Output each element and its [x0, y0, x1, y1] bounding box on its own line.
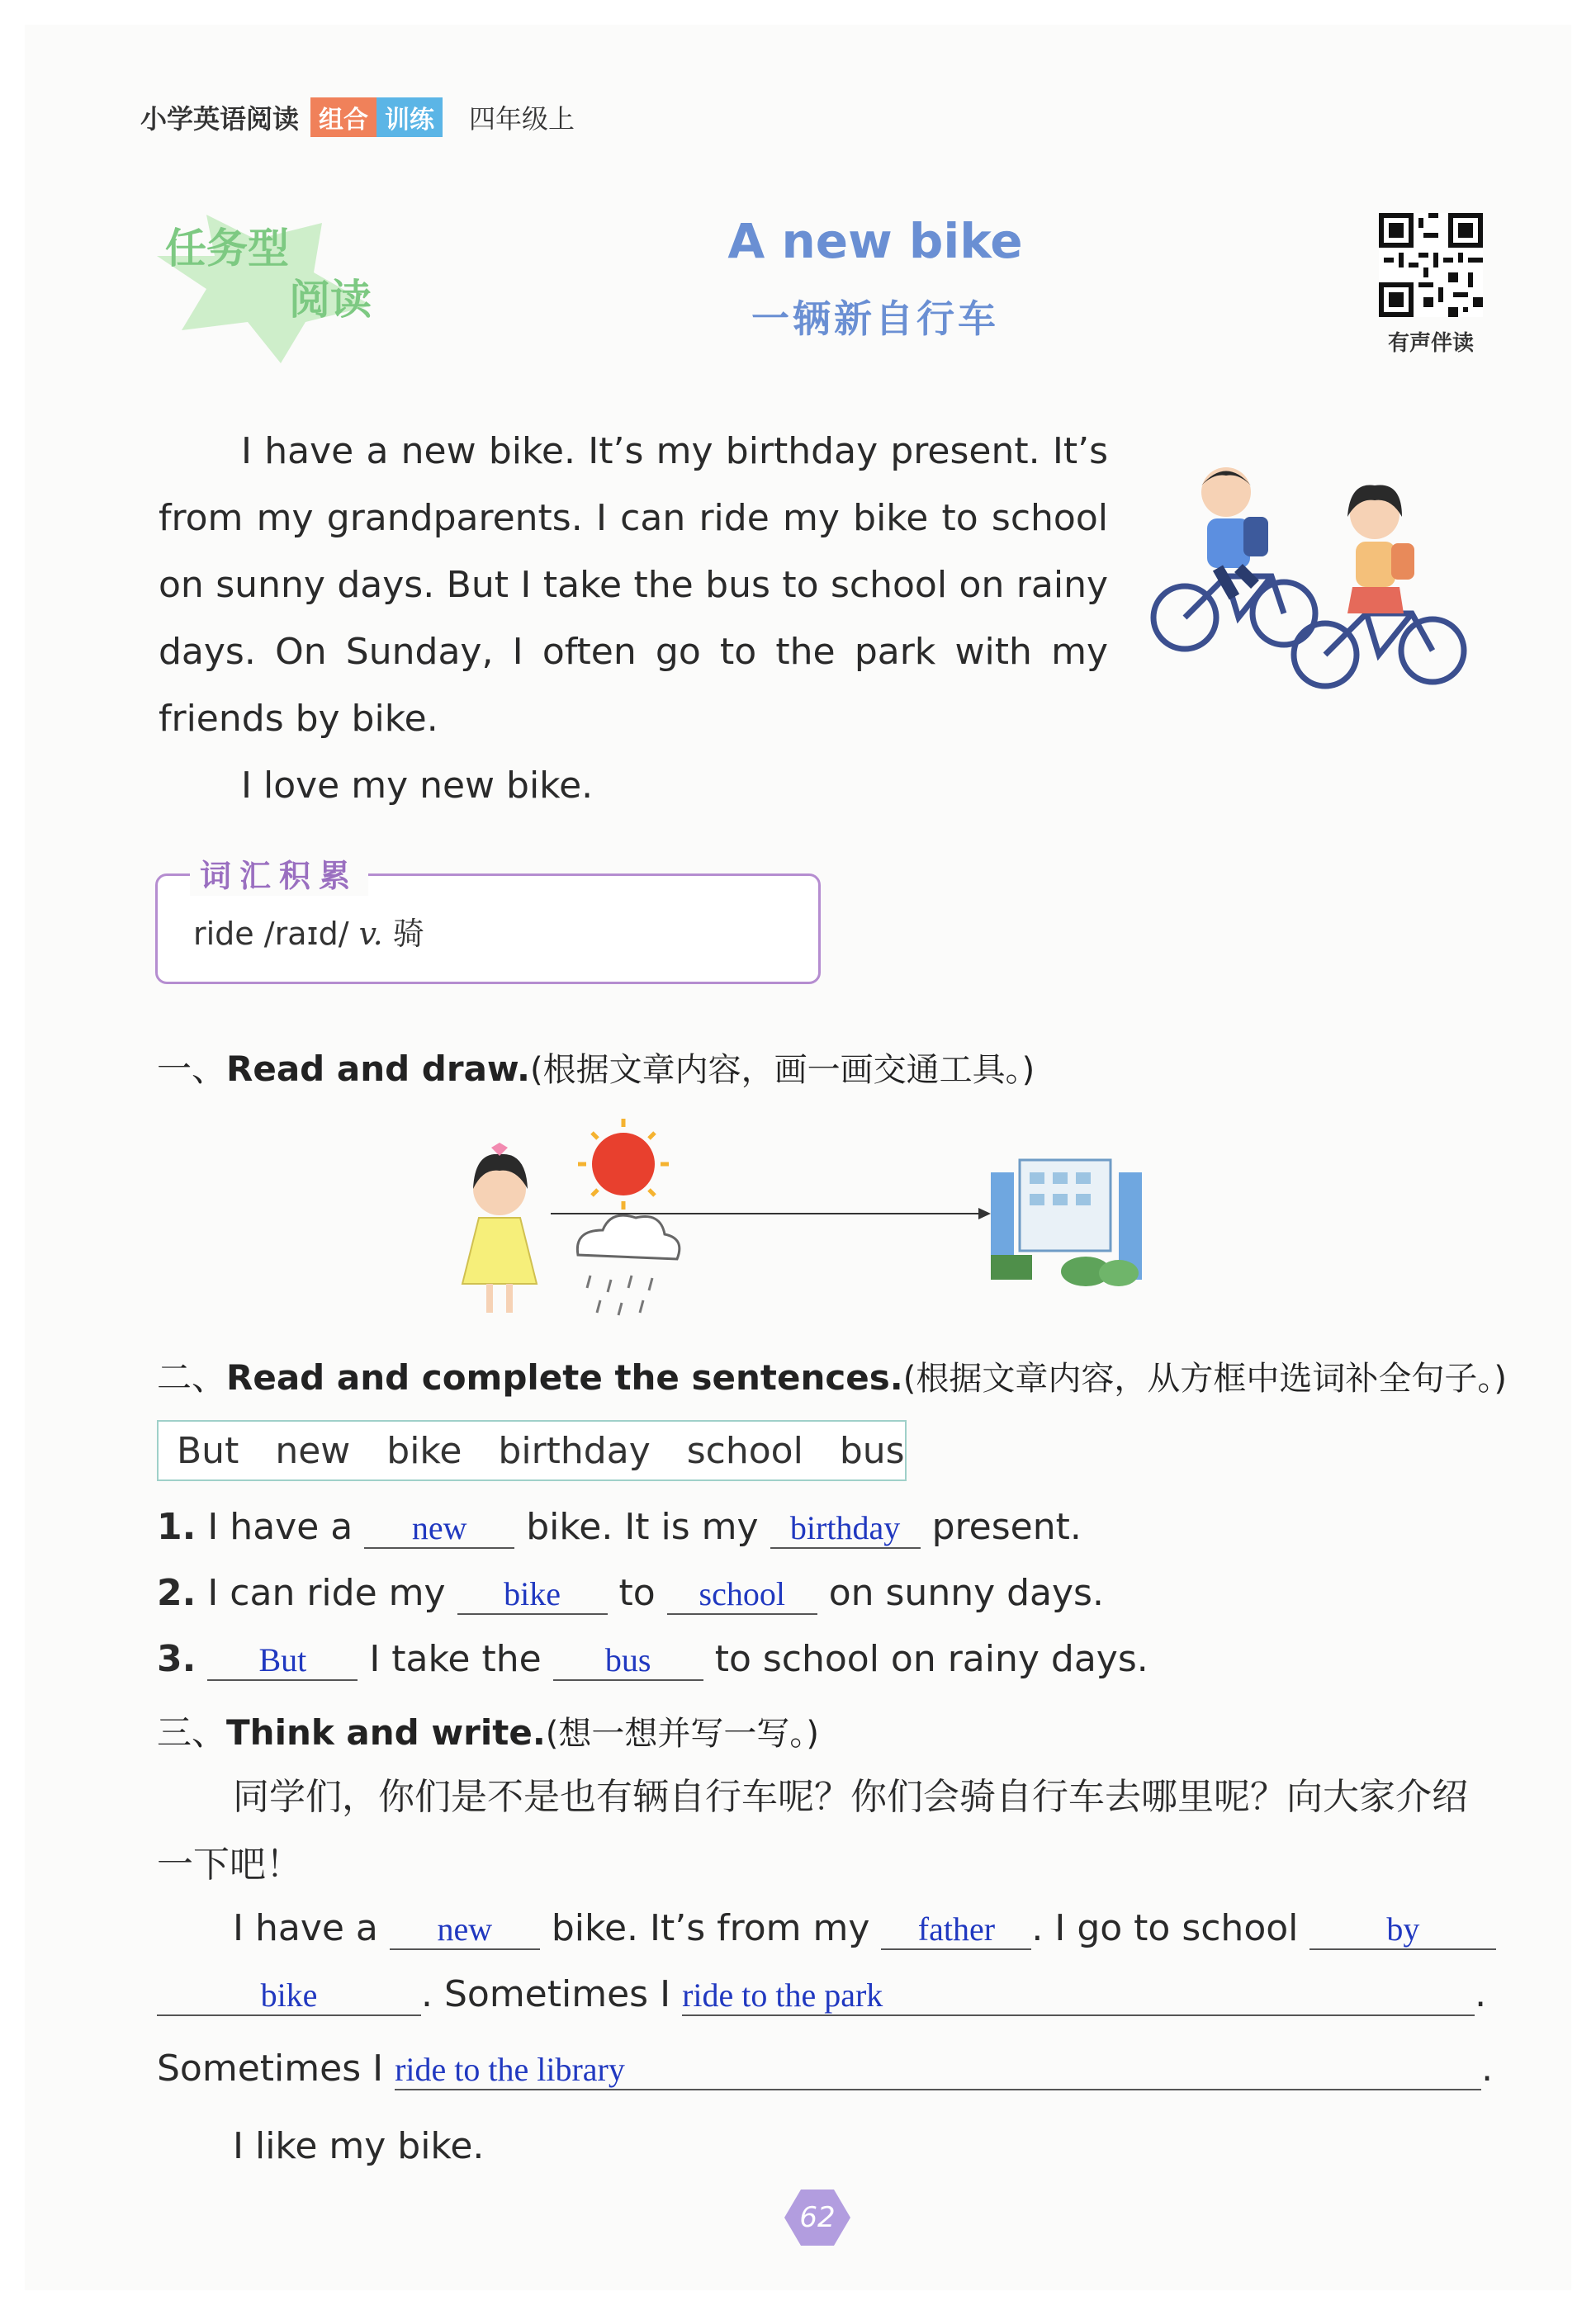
sentence-text: present. — [931, 1506, 1082, 1548]
section-3-number: 三、 — [157, 1712, 227, 1753]
word-bank-item: bike — [386, 1429, 462, 1472]
answer-blank[interactable]: bike — [157, 1976, 421, 2016]
sentence-text: Sometimes I — [157, 2048, 384, 2090]
section-1-title: Read and draw. — [226, 1049, 530, 1089]
vocab-phonetic: /raɪd/ — [263, 916, 349, 952]
grade-label: 四年级上 — [469, 103, 575, 135]
word-bank — [157, 1420, 907, 1481]
answer-blank[interactable]: by — [1309, 1910, 1496, 1950]
section-1-instruction: (根据文章内容，画一画交通工具。) — [530, 1051, 1035, 1089]
vocab-meaning: 骑 — [392, 916, 424, 952]
word-bank-item: school — [686, 1429, 803, 1472]
school-building-icon — [991, 1160, 1142, 1286]
section-3-heading — [157, 1706, 819, 1755]
sun-icon — [578, 1119, 669, 1210]
sentence-text: . Sometimes I — [421, 1973, 671, 2015]
word-bank-item: birthday — [498, 1429, 651, 1472]
passage-paragraph-1: I have a new bike. It’s my birthday present. It’s from my grandparents. I can ride my bike to school on sunny days. But I take the bus to school on rainy days. On Sunday, I often go to the park with my friends by bike. — [159, 430, 1108, 740]
sentence-text: . — [1475, 1973, 1487, 2015]
book-header — [140, 97, 575, 137]
girl-icon — [462, 1143, 537, 1313]
rain-cloud-icon — [577, 1215, 679, 1315]
page-number: 62 — [799, 2201, 836, 2234]
answer-blank[interactable]: birthday — [770, 1508, 921, 1549]
answer-blank[interactable]: But — [207, 1640, 358, 1681]
reading-passage — [159, 418, 1108, 819]
book-title: 小学英语阅读 — [140, 103, 300, 135]
section-1-heading — [157, 1042, 1035, 1091]
sentence-text: I take the — [369, 1638, 542, 1680]
route-diagram — [458, 1115, 1201, 1329]
section-2-heading — [157, 1351, 1507, 1400]
writing-prompt: 同学们，你们是不是也有辆自行车呢？你们会骑自行车去哪里呢？向大家介绍一下吧！ — [157, 1776, 1468, 1886]
section-2-title: Read and complete the sentences. — [226, 1357, 903, 1398]
qr-code-icon[interactable] — [1379, 213, 1483, 317]
sentence-text: to — [618, 1572, 656, 1614]
answer-blank[interactable]: new — [390, 1910, 540, 1950]
section-2-instruction: (根据文章内容，从方框中选词补全句子。) — [902, 1360, 1507, 1398]
sentence-number: 2. — [157, 1572, 197, 1614]
vocab-word: ride — [193, 916, 254, 952]
sentence-3 — [157, 1638, 1148, 1681]
series-tag-1: 组合 — [310, 97, 377, 137]
title-chinese: 一辆新自行车 — [751, 296, 999, 341]
series-tag-2: 训练 — [377, 97, 443, 137]
word-bank-item: new — [275, 1429, 351, 1472]
answer-blank[interactable]: new — [364, 1508, 514, 1549]
writing-line-4: I like my bike. — [233, 2125, 485, 2167]
sentence-text: I can ride my — [207, 1572, 446, 1614]
answer-blank[interactable]: school — [667, 1574, 817, 1615]
vocabulary-title: 词汇积累 — [190, 850, 368, 896]
sentence-text: on sunny days. — [828, 1572, 1104, 1614]
writing-line-3 — [157, 2048, 1493, 2090]
section-2-number: 二、 — [157, 1357, 227, 1398]
answer-blank[interactable]: bike — [457, 1574, 608, 1615]
section-3-title: Think and write. — [226, 1712, 546, 1753]
answer-blank[interactable]: bus — [553, 1640, 703, 1681]
sentence-text: to school on rainy days. — [714, 1638, 1148, 1680]
title-english: A new bike — [727, 213, 1023, 269]
sentence-number: 3. — [157, 1638, 197, 1680]
passage-paragraph-2: I love my new bike. — [241, 765, 594, 807]
answer-blank[interactable]: ride to the library — [395, 2050, 1481, 2090]
sentence-text: bike. It is my — [526, 1506, 759, 1548]
vocabulary-entry — [193, 908, 424, 954]
answer-blank[interactable]: father — [881, 1910, 1031, 1950]
sentence-text: bike. It’s from my — [551, 1907, 870, 1949]
sentence-2 — [157, 1572, 1104, 1615]
badge-line-2: 阅读 — [289, 276, 372, 324]
sentence-text: I have a — [207, 1506, 353, 1548]
audio-label: 有声伴读 — [1387, 331, 1474, 356]
sentence-text: I have a — [233, 1907, 378, 1949]
children-riding-bikes-illustration — [1139, 452, 1470, 692]
section-1-number: 一、 — [157, 1049, 227, 1089]
section-3-instruction: (想一想并写一写。) — [545, 1715, 819, 1753]
sentence-1 — [157, 1506, 1082, 1549]
section-badge — [165, 223, 372, 325]
writing-line-1 — [233, 1907, 1496, 1950]
vocab-pos: v. — [358, 916, 383, 952]
sentence-number: 1. — [157, 1506, 197, 1548]
badge-line-1: 任务型 — [165, 225, 289, 272]
word-bank-item: But — [177, 1429, 239, 1472]
answer-blank[interactable]: ride to the park — [682, 1976, 1475, 2016]
sentence-text: . — [1481, 2048, 1494, 2090]
word-bank-item: bus — [839, 1429, 905, 1472]
writing-line-2 — [157, 1973, 1486, 2016]
sentence-text: . I go to school — [1031, 1907, 1299, 1949]
